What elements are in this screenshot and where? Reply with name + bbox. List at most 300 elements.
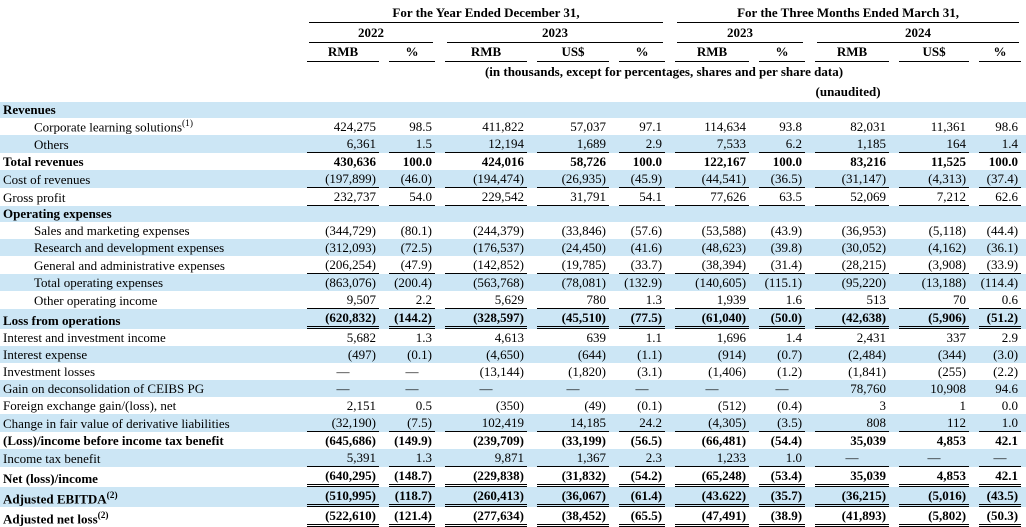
value-cell xyxy=(384,291,440,309)
value-cell xyxy=(384,118,440,135)
value-cell xyxy=(614,170,670,188)
value-cell xyxy=(670,170,754,188)
cell-value: (53,588) xyxy=(701,223,747,238)
value-cell xyxy=(302,222,384,239)
row-label: Loss from operations xyxy=(3,313,121,328)
cell-value: 424,275 xyxy=(333,119,376,134)
value-cell xyxy=(754,363,810,380)
cell-value: 100.0 xyxy=(988,154,1019,169)
cell-value: 1,696 xyxy=(716,330,747,345)
value-cell xyxy=(894,188,974,206)
cell-value: 164 xyxy=(899,135,969,153)
value-cell xyxy=(302,309,384,329)
row-label: Investment losses xyxy=(3,364,96,379)
cell-value: (44,541) xyxy=(675,170,749,188)
value-cell xyxy=(614,153,670,170)
q1-2024-label: 2024 xyxy=(817,23,1019,43)
value-cell xyxy=(894,291,974,309)
year-2022-cell xyxy=(302,23,440,43)
value-cell xyxy=(614,188,670,206)
value-cell xyxy=(614,487,670,507)
value-cell xyxy=(614,397,670,414)
value-cell xyxy=(614,274,670,291)
cell-value: 780 xyxy=(537,291,609,309)
value-cell xyxy=(754,380,810,397)
value-cell xyxy=(302,291,384,309)
cell-value: 82,031 xyxy=(850,119,887,134)
cell-value: (37.4) xyxy=(979,170,1021,188)
cell-value: (563,768) xyxy=(473,275,524,290)
unit-header: RMB xyxy=(307,43,379,62)
cell-value: — xyxy=(979,449,1021,467)
cell-value: (39.8) xyxy=(770,240,803,255)
cell-value: (3.0) xyxy=(993,347,1019,362)
cell-value: 98.6 xyxy=(995,119,1019,134)
value-cell xyxy=(302,274,384,291)
unit-header: % xyxy=(759,43,805,62)
cell-value: (914) xyxy=(717,347,747,362)
value-cell xyxy=(384,414,440,432)
table-row xyxy=(0,449,1026,467)
cell-value: (194,474) xyxy=(445,170,527,188)
value-cell xyxy=(532,256,614,274)
table-row xyxy=(0,170,1026,188)
value-cell xyxy=(384,188,440,206)
cell-value: (1.1) xyxy=(637,347,663,362)
value-cell xyxy=(810,118,894,135)
cell-value: (33,846) xyxy=(561,223,606,238)
unit-header-cell xyxy=(894,43,974,62)
cell-value: (32,190) xyxy=(307,414,379,432)
value-cell xyxy=(894,222,974,239)
cell-value: (28,215) xyxy=(815,256,889,274)
value-cell xyxy=(440,414,532,432)
footnote-ref: (2) xyxy=(106,490,118,501)
cell-value: (640,295) xyxy=(307,467,379,487)
value-cell xyxy=(754,222,810,239)
table-row xyxy=(0,239,1026,256)
unit-header-row xyxy=(0,43,1026,62)
cell-value: (255) xyxy=(937,364,967,379)
cell-value: 1,367 xyxy=(537,449,609,467)
value-cell xyxy=(302,397,384,414)
value-cell xyxy=(974,309,1026,329)
value-cell xyxy=(614,118,670,135)
row-label-cell xyxy=(0,135,302,153)
cell-value: 1,689 xyxy=(537,135,609,153)
value-cell xyxy=(670,222,754,239)
value-cell xyxy=(302,414,384,432)
cell-value: 1,939 xyxy=(675,291,749,309)
value-cell xyxy=(302,256,384,274)
section-header-row xyxy=(0,206,1026,222)
row-label-cell xyxy=(0,291,302,309)
value-cell xyxy=(754,432,810,449)
value-cell xyxy=(440,309,532,329)
cell-value: (497) xyxy=(347,347,376,362)
row-label-cell xyxy=(0,414,302,432)
value-cell xyxy=(974,118,1026,135)
cell-value: (33.7) xyxy=(619,256,665,274)
value-cell xyxy=(384,346,440,363)
cell-value: 513 xyxy=(815,291,889,309)
cell-value: (4,162) xyxy=(928,240,967,255)
cell-value: (80.1) xyxy=(400,223,432,238)
cell-value: (46.0) xyxy=(389,170,435,188)
cell-value: — xyxy=(336,364,350,379)
value-cell xyxy=(810,153,894,170)
value-cell xyxy=(614,346,670,363)
value-cell xyxy=(974,256,1026,274)
cell-value: — xyxy=(635,381,649,396)
cell-value: 430,636 xyxy=(333,154,376,169)
value-cell xyxy=(440,380,532,397)
value-cell xyxy=(532,467,614,487)
cell-value: 1.3 xyxy=(415,330,432,345)
row-label-cell xyxy=(0,118,302,135)
cell-value: (26,935) xyxy=(537,170,609,188)
spacer-cell xyxy=(0,82,670,102)
cell-value: (229,838) xyxy=(445,467,527,487)
section-header-row xyxy=(0,102,1026,118)
cell-value: (149.9) xyxy=(394,433,432,448)
cell-value: 0.0 xyxy=(1001,398,1019,413)
value-cell xyxy=(302,507,384,527)
cell-value: (510,995) xyxy=(307,487,379,507)
value-cell xyxy=(670,507,754,527)
row-label-cell xyxy=(0,363,302,380)
cell-value: (0.1) xyxy=(637,398,663,413)
cell-value: (36,215) xyxy=(815,487,889,507)
cell-value: 35,039 xyxy=(815,467,889,487)
cell-value: (43.622) xyxy=(675,487,749,507)
value-cell xyxy=(754,291,810,309)
value-cell xyxy=(384,329,440,346)
row-label-cell xyxy=(0,153,302,170)
three-months-group-cell xyxy=(670,3,1026,23)
row-label-cell xyxy=(0,467,302,487)
cell-value: (33,199) xyxy=(561,433,606,448)
value-cell xyxy=(894,449,974,467)
value-cell xyxy=(302,153,384,170)
cell-value: 11,361 xyxy=(930,119,967,134)
empty-cells xyxy=(302,206,1026,222)
unit-header: RMB xyxy=(675,43,749,62)
cell-value: (114.4) xyxy=(980,275,1019,290)
value-cell xyxy=(894,380,974,397)
value-cell xyxy=(754,507,810,527)
cell-value: (1,406) xyxy=(708,364,747,379)
value-cell xyxy=(440,363,532,380)
cell-value: (49) xyxy=(584,398,606,413)
value-cell xyxy=(440,118,532,135)
cell-value: 24.2 xyxy=(619,414,665,432)
row-label: Others xyxy=(34,137,69,152)
value-cell xyxy=(754,256,810,274)
table-row xyxy=(0,274,1026,291)
value-cell xyxy=(974,222,1026,239)
row-label-cell xyxy=(0,274,302,291)
row-label-cell xyxy=(0,449,302,467)
cell-value: (512) xyxy=(717,398,747,413)
row-label-cell xyxy=(0,380,302,397)
cell-value: 1.3 xyxy=(389,449,435,467)
row-label: Change in fair value of derivative liabilities xyxy=(3,416,230,431)
cell-value: (2,484) xyxy=(848,347,887,362)
cell-value: 4,853 xyxy=(899,467,969,487)
value-cell xyxy=(384,222,440,239)
value-cell xyxy=(754,467,810,487)
value-cell xyxy=(894,256,974,274)
table-row xyxy=(0,329,1026,346)
cell-value: (206,254) xyxy=(307,256,379,274)
row-label: Interest and investment income xyxy=(3,330,166,345)
cell-value: 54.0 xyxy=(389,188,435,206)
footnote-ref: (1) xyxy=(182,118,193,129)
value-cell xyxy=(810,487,894,507)
cell-value: 112 xyxy=(899,414,969,432)
value-cell xyxy=(810,239,894,256)
value-cell xyxy=(670,487,754,507)
value-cell xyxy=(440,467,532,487)
cell-value: (350) xyxy=(495,398,524,413)
cell-value: 4,613 xyxy=(494,330,524,345)
value-cell xyxy=(440,291,532,309)
cell-value: (36,067) xyxy=(537,487,609,507)
table-row xyxy=(0,432,1026,449)
cell-value: 1.0 xyxy=(759,449,805,467)
value-cell xyxy=(302,487,384,507)
cell-value: 0.6 xyxy=(979,291,1021,309)
value-cell xyxy=(440,329,532,346)
value-cell xyxy=(810,135,894,153)
cell-value: 97.1 xyxy=(639,119,663,134)
value-cell xyxy=(440,256,532,274)
value-cell xyxy=(440,432,532,449)
cell-value: 7,533 xyxy=(675,135,749,153)
cell-value: (644) xyxy=(577,347,606,362)
table-row xyxy=(0,118,1026,135)
cell-value: (5,802) xyxy=(899,507,969,527)
row-label: Other operating income xyxy=(34,293,158,308)
cell-value: (47.9) xyxy=(389,256,435,274)
cell-value: 77,626 xyxy=(675,188,749,206)
cell-value: 122,167 xyxy=(703,154,747,169)
value-cell xyxy=(440,153,532,170)
cell-value: (45.9) xyxy=(619,170,665,188)
cell-value: 1,233 xyxy=(675,449,749,467)
value-cell xyxy=(894,118,974,135)
value-cell xyxy=(670,432,754,449)
table-row xyxy=(0,309,1026,329)
cell-value: (1,820) xyxy=(568,364,606,379)
value-cell xyxy=(810,380,894,397)
cell-value: (56.5) xyxy=(630,433,663,448)
value-cell xyxy=(810,274,894,291)
cell-value: (5,016) xyxy=(899,487,969,507)
row-label: (Loss)/income before income tax benefit xyxy=(3,433,224,448)
table-row xyxy=(0,188,1026,206)
value-cell xyxy=(440,397,532,414)
value-cell xyxy=(532,170,614,188)
cell-value: (2.2) xyxy=(993,364,1019,379)
value-cell xyxy=(894,135,974,153)
value-cell xyxy=(754,135,810,153)
cell-value: (65,248) xyxy=(675,467,749,487)
value-cell xyxy=(440,135,532,153)
cell-value: (45,510) xyxy=(537,309,609,329)
value-cell xyxy=(302,346,384,363)
value-cell xyxy=(384,449,440,467)
unit-header: % xyxy=(389,43,435,62)
cell-value: (33.9) xyxy=(979,256,1021,274)
cell-value: 424,016 xyxy=(481,154,524,169)
value-cell xyxy=(810,222,894,239)
value-cell xyxy=(810,432,894,449)
value-cell xyxy=(754,188,810,206)
three-months-group-title: For the Three Months Ended March 31, xyxy=(677,3,1019,23)
value-cell xyxy=(894,487,974,507)
cell-value: 337 xyxy=(946,330,967,345)
value-cell xyxy=(614,432,670,449)
cell-value: — xyxy=(899,449,969,467)
cell-value: 100.0 xyxy=(402,154,432,169)
cell-value: (13,144) xyxy=(479,364,524,379)
value-cell xyxy=(440,507,532,527)
value-cell xyxy=(440,274,532,291)
row-label: Corporate learning solutions xyxy=(34,119,183,134)
cell-value: (344,729) xyxy=(325,223,376,238)
cell-value: 98.5 xyxy=(409,119,432,134)
value-cell xyxy=(440,188,532,206)
cell-value: (0.4) xyxy=(777,398,803,413)
row-label: Operating expenses xyxy=(3,206,112,221)
table-row xyxy=(0,153,1026,170)
value-cell xyxy=(894,346,974,363)
year-2022-label: 2022 xyxy=(309,23,433,43)
cell-value: (51.2) xyxy=(979,309,1021,329)
table-row xyxy=(0,487,1026,507)
value-cell xyxy=(810,363,894,380)
value-cell xyxy=(974,239,1026,256)
cell-value: — xyxy=(479,381,493,396)
value-cell xyxy=(614,467,670,487)
unit-header-cell xyxy=(440,43,532,62)
value-cell xyxy=(894,507,974,527)
cell-value: 9,507 xyxy=(307,291,379,309)
cell-value: 4,853 xyxy=(936,433,967,448)
cell-value: (0.1) xyxy=(407,347,432,362)
value-cell xyxy=(532,363,614,380)
value-cell xyxy=(440,449,532,467)
value-cell xyxy=(670,309,754,329)
value-cell xyxy=(670,153,754,170)
unit-header-cell xyxy=(670,43,754,62)
cell-value: (54.2) xyxy=(619,467,665,487)
cell-value: (4,305) xyxy=(675,414,749,432)
value-cell xyxy=(384,363,440,380)
value-cell xyxy=(532,329,614,346)
cell-value: 2.3 xyxy=(619,449,665,467)
value-cell xyxy=(670,188,754,206)
value-cell xyxy=(974,449,1026,467)
period-group-header-row xyxy=(0,3,1026,23)
cell-value: (38.9) xyxy=(759,507,805,527)
units-note: (in thousands, except for percentages, shares and per share data) xyxy=(484,64,844,79)
cell-value: (47,491) xyxy=(675,507,749,527)
value-cell xyxy=(302,135,384,153)
value-cell xyxy=(614,449,670,467)
cell-value: 229,542 xyxy=(445,188,527,206)
value-cell xyxy=(532,449,614,467)
value-cell xyxy=(810,397,894,414)
row-label-cell xyxy=(0,188,302,206)
value-cell xyxy=(384,467,440,487)
unit-header: RMB xyxy=(815,43,889,62)
value-cell xyxy=(614,239,670,256)
table-row xyxy=(0,135,1026,153)
cell-value: (95,220) xyxy=(841,275,887,290)
cell-value: (197,899) xyxy=(307,170,379,188)
cell-value: 411,822 xyxy=(482,119,524,134)
value-cell xyxy=(670,467,754,487)
cell-value: 12,194 xyxy=(445,135,527,153)
value-cell xyxy=(614,135,670,153)
row-label: Net (loss)/income xyxy=(3,471,98,486)
value-cell xyxy=(670,380,754,397)
value-cell xyxy=(440,222,532,239)
value-cell xyxy=(614,222,670,239)
value-cell xyxy=(532,414,614,432)
units-note-cell xyxy=(302,62,1026,82)
value-cell xyxy=(614,363,670,380)
cell-value: 31,791 xyxy=(537,188,609,206)
value-cell xyxy=(440,170,532,188)
value-cell xyxy=(302,449,384,467)
cell-value: 1.6 xyxy=(759,291,805,309)
cell-value: 70 xyxy=(899,291,969,309)
cell-value: (41,893) xyxy=(815,507,889,527)
cell-value: (43.5) xyxy=(979,487,1021,507)
value-cell xyxy=(810,188,894,206)
cell-value: 93.8 xyxy=(779,119,803,134)
row-label: Research and development expenses xyxy=(34,240,225,255)
table-row xyxy=(0,414,1026,432)
cell-value: (1.2) xyxy=(777,364,803,379)
cell-value: (328,597) xyxy=(445,309,527,329)
row-label: Income tax benefit xyxy=(3,451,101,466)
unit-header: US$ xyxy=(537,43,609,62)
units-note-row xyxy=(0,62,1026,82)
value-cell xyxy=(384,135,440,153)
cell-value: (43.9) xyxy=(770,223,803,238)
cell-value: (31.4) xyxy=(759,256,805,274)
cell-value: (645,686) xyxy=(325,433,376,448)
row-label-cell xyxy=(0,309,302,329)
footnote-ref: (2) xyxy=(97,510,109,521)
value-cell xyxy=(810,449,894,467)
cell-value: (31,832) xyxy=(537,467,609,487)
table-row xyxy=(0,222,1026,239)
value-cell xyxy=(974,380,1026,397)
row-label: Foreign exchange gain/(loss), net xyxy=(3,398,177,413)
corner-cell xyxy=(0,62,302,82)
value-cell xyxy=(614,380,670,397)
value-cell xyxy=(384,397,440,414)
value-cell xyxy=(754,274,810,291)
value-cell xyxy=(384,274,440,291)
value-cell xyxy=(384,256,440,274)
